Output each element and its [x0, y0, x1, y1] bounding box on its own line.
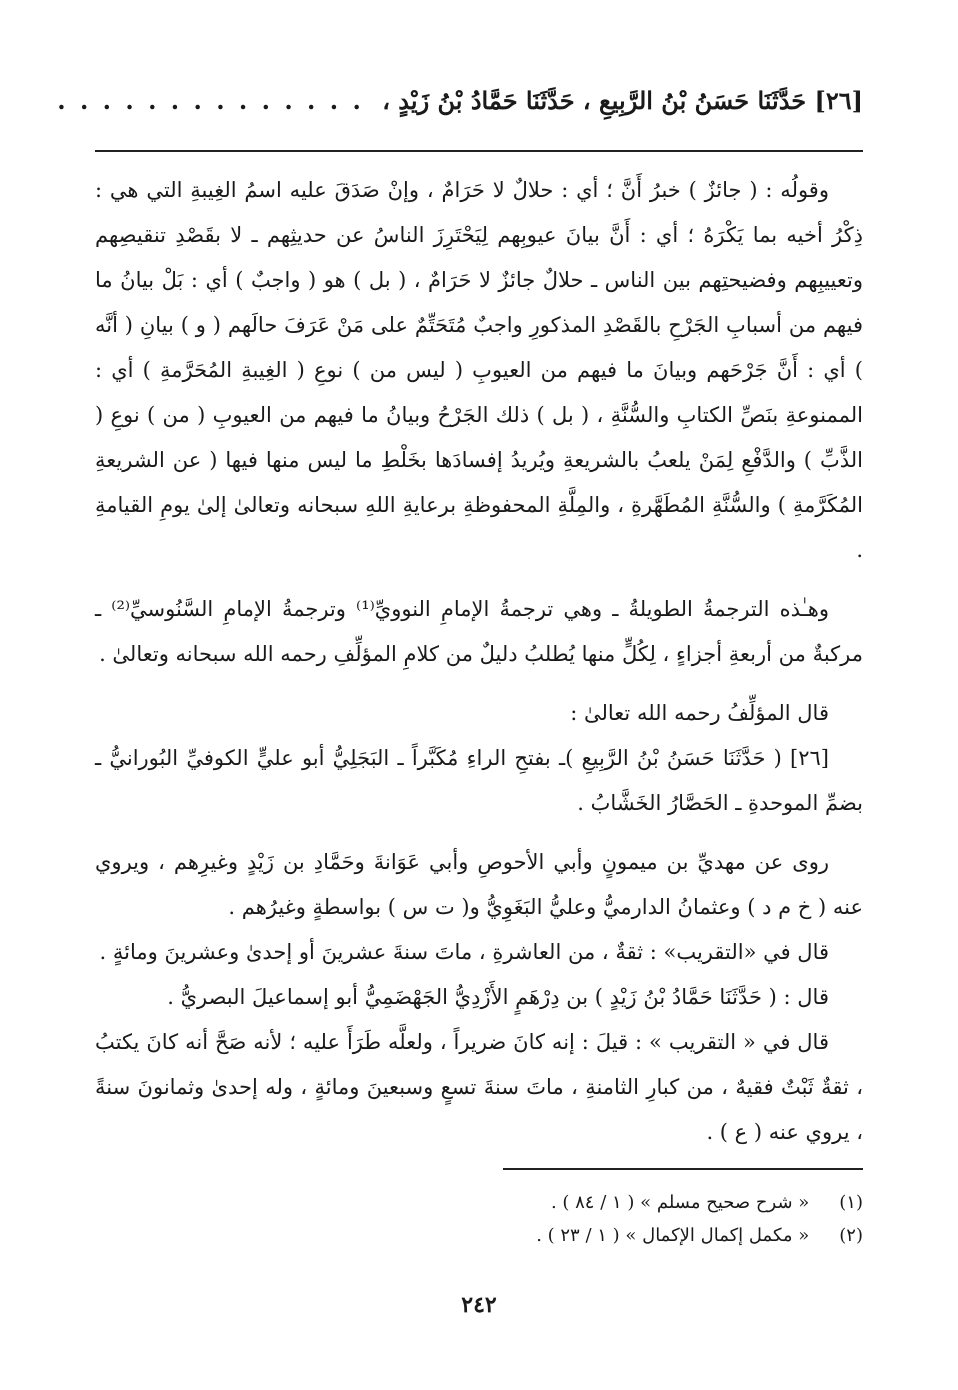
footnote-rule [503, 1168, 863, 1170]
paragraph: وهـٰذه الترجمةُ الطويلةُ ـ وهي ترجمةُ الإمامِ النوويِّ⁽¹⁾ وترجمةُ الإمامِ السَّنُوسيِّ⁽²⁾ ـ مركبةٌ من أربعةِ أجزاءٍ ، لِكُلٍّ منها يُطلبُ دليلٌ من كلامِ المؤلِّفِ رحمه الله سبحانه وتعالىٰ . [95, 597, 863, 666]
footnote-text: « شرح صحيح مسلم » ( ١ / ٨٤ ) . [550, 1192, 810, 1213]
footnote [95, 1186, 863, 1219]
paragraph: قال المؤلِّفُ رحمه الله تعالىٰ : [570, 701, 829, 725]
footnote-number: (٢) [839, 1225, 863, 1246]
running-header-dots: . . . . . . . . . . . . . . [57, 86, 364, 115]
page-number: ٢٤٢ [461, 1292, 497, 1318]
footnotes [95, 1186, 863, 1252]
paragraph: [٢٦] ( حَدَّثَنَا حَسَنُ بْنُ الرَّبِيعِ )ـ بفتحِ الراءِ مُكَبَّراً ـ البَجَلِيُّ أبو عليٍّ الكوفيِّ البُورانيُّ ـ بضمِّ الموحدةِ ـ الحَصَّارُ الخَشَّابُ . [95, 746, 863, 815]
running-header [57, 86, 863, 130]
paragraph: روى عن مهديِّ بن ميمونٍ وأبي الأحوصِ وأبي عَوَانةَ وحَمَّادِ بن زَيْدٍ وغيرِهم ، ويروي عنه ( خ م د ) وعثمانُ الدارميُّ وعليُّ البَغَوِيُّ و( ت س ) بواسطةٍ وغيرُهم . [95, 850, 863, 919]
main-text [95, 168, 863, 1155]
paragraph: قال في « التقريب » : قيلَ : إنه كانَ ضريراً ، ولعلَّه طَرَأَ عليه ؛ لأنه صَحَّ أنه كانَ يكتبُ ، ثقةٌ ثَبْتٌ فقيهٌ ، من كبارِ الثامنةِ ، ماتَ سنةَ تسعٍ وسبعينَ ومائةٍ ، وله إحدىٰ وثمانونَ سنةً ، يروي عنه ( ع ) . [95, 1030, 863, 1144]
running-header-title: [٢٦] حَدَّثَنَا حَسَنُ بْنُ الرَّبِيعِ ، حَدَّثَنَا حَمَّادُ بْنُ زَيْدٍ ، [382, 86, 863, 115]
header-rule [95, 150, 863, 152]
book-page [57, 0, 863, 1390]
paragraph: قال في «التقريب» : ثقةٌ ، من العاشرةِ ، ماتَ سنةَ عشرينَ أو إحدىٰ وعشرينَ ومائةٍ . [99, 940, 829, 964]
paragraph: وقولُه : ( جائزٌ ) خبرُ أَنَّ ؛ أي : حلالٌ لا حَرَامٌ ، وإنْ صَدَقَ عليه اسمُ الغِيبةِ التي هي : ذِكْرُ أخيه بما يَكْرَهُ ؛ أي : أَنَّ بيانَ عيوبِهم لِيَحْتَرِزَ الناسُ عن حديثِهم ـ لا بقَصْدِ تنقيصِهم وتعييبِهم وفضيحتِهم بين الناس ـ حلالٌ جائزٌ لا حَرَامٌ ، ( بل ) هو ( واجبٌ ) أي : بَلْ بيانُ ما فيهم من أسبابِ الجَرْحِ بالقَصْدِ المذكورِ واجبٌ مُتَحَتِّمٌ على مَنْ عَرَفَ حالَهم ( و ) بيانِ ( أنَّه ) أي : أَنَّ جَرْحَهم وبيانَ ما فيهم من العيوبِ ( ليس من ) نوعِ ( الغِيبةِ المُحَرَّمةِ ) أي : الممنوعةِ بنَصِّ الكتابِ والسُّنَّةِ ، ( بل ) ذلك الجَرْحُ وبيانُ ما فيهم من العيوبِ ( من ) نوعِ ( الذَّبِّ ) والدَّفْعِ لِمَنْ يلعبُ بالشريعةِ ويُريدُ إفسادَها بخَلْطِ ما ليس منها فيها ( عن الشريعةِ المُكَرَّمةِ ) والسُّنَّةِ المُطَهَّرةِ ، والمِلَّةِ المحفوظةِ برعايةِ اللهِ سبحانه وتعالىٰ إلىٰ يومِ القيامةِ . [95, 178, 863, 562]
footnote-number: (١) [839, 1192, 863, 1213]
footnote-text: « مكمل إكمال الإكمال » ( ١ / ٢٣ ) . [536, 1225, 810, 1246]
paragraph: قال : ( حَدَّثَنَا حَمَّادُ بْنُ زَيْدٍ ) بن دِرْهَمٍ الأَزْدِيُّ الجَهْضَمِيُّ أبو إسماعيلَ البصريُّ . [167, 985, 829, 1009]
footnote [95, 1219, 863, 1252]
